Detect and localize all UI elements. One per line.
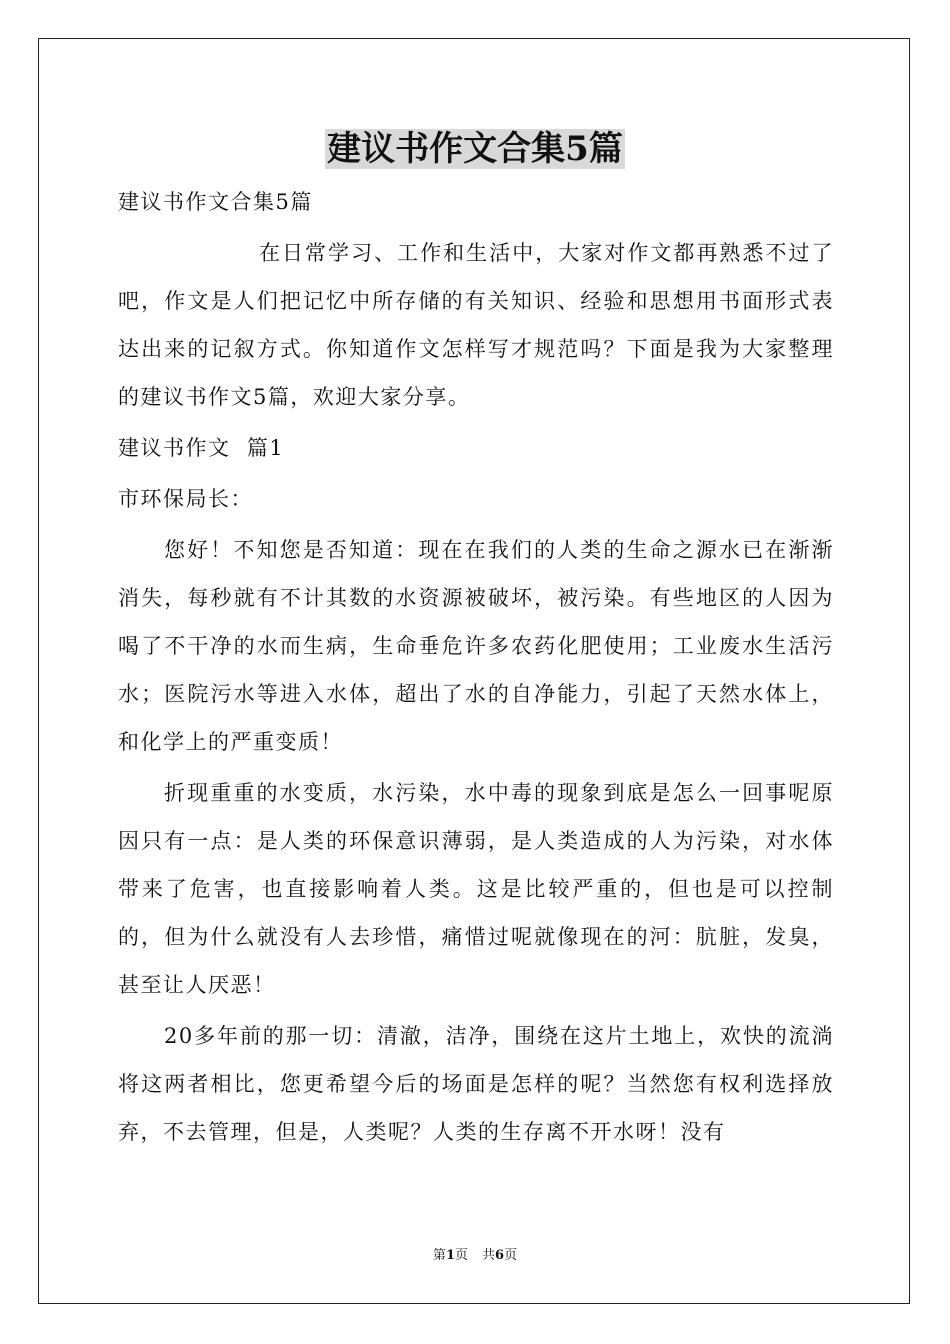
footer-page-prefix: 第 bbox=[432, 1248, 446, 1263]
document-subtitle: 建议书作文合集5篇 bbox=[118, 190, 313, 214]
footer-total-suffix: 页 bbox=[504, 1248, 518, 1263]
intro-paragraph: 在日常学习、工作和生活中，大家对作文都再熟悉不过了吧，作文是人们把记忆中所存储的有关知识、经验和思想用书面形式表达出来的记叙方式。你知道作文怎样写才规范吗？下面是我为大家整理的建议书作文5篇，欢迎大家分享。 bbox=[118, 241, 834, 409]
document-body bbox=[118, 178, 834, 1156]
document-title-text: 建议书作文合集5篇 bbox=[327, 129, 623, 169]
body-paragraph-1: 您好！不知您是否知道：现在在我们的人类的生命之源水已在渐渐消失，每秒就有不计其数的水资源被破坏，被污染。有些地区的人因为喝了不干净的水而生病，生命垂危许多农药化肥使用；工业废水生活污水；医院污水等进入水体，超出了水的自净能力，引起了天然水体上，和化学上的严重变质！ bbox=[118, 538, 834, 754]
document-title bbox=[0, 126, 950, 172]
footer-total-prefix: 共 bbox=[482, 1248, 496, 1263]
page-footer bbox=[0, 1247, 950, 1265]
body-paragraph-2: 折现重重的水变质，水污染，水中毒的现象到底是怎么一回事呢原因只有一点：是人类的环保意识薄弱，是人类造成的人为污染，对水体带来了危害，也直接影响着人类。这是比较严重的，但也是可以控制的，但为什么就没有人去珍惜，痛惜过呢就像现在的河：肮脏，发臭，甚至让人厌恶！ bbox=[118, 781, 834, 997]
footer-page-number: 1 bbox=[445, 1248, 455, 1263]
body-paragraph-3: 20多年前的那一切：清澈，洁净，围绕在这片土地上，欢快的流淌将这两者相比，您更希望今后的场面是怎样的呢？当然您有权利选择放弃，不去管理，但是，人类呢？人类的生存离不开水呀！没有 bbox=[118, 1024, 834, 1144]
section-heading: 建议书作文 篇1 bbox=[118, 436, 285, 460]
salutation: 市环保局长： bbox=[118, 487, 253, 511]
footer-page-suffix: 页 bbox=[454, 1248, 468, 1263]
footer-total-pages: 6 bbox=[495, 1248, 505, 1263]
